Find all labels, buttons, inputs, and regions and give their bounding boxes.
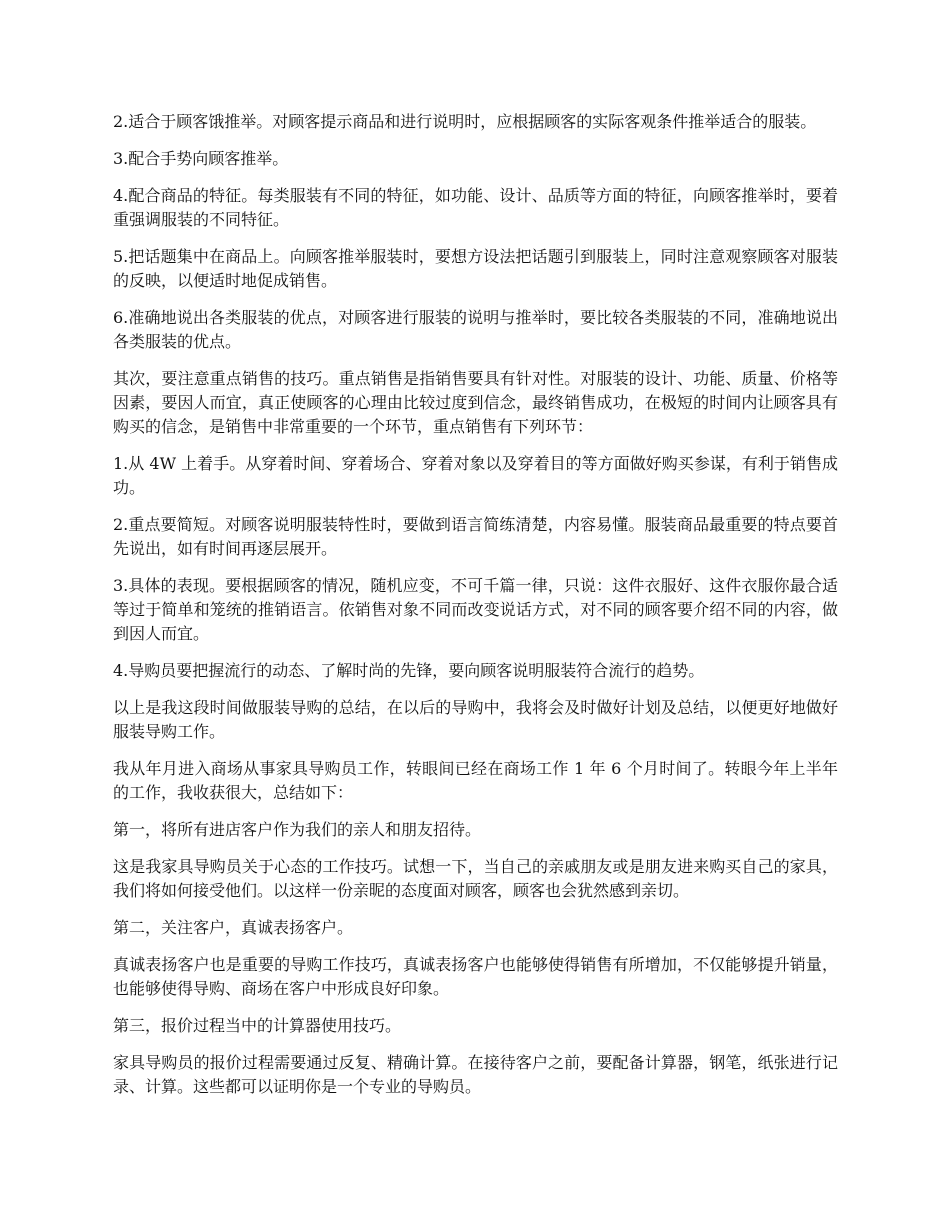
paragraph: 4.导购员要把握流行的动态、了解时尚的先锋，要向顾客说明服装符合流行的趋势。 bbox=[113, 661, 705, 680]
paragraph: 3.具体的表现。要根据顾客的情况，随机应变，不可千篇一律，只说：这件衣服好、这件衣服你最合适等过于简单和笼统的推销语言。依销售对象不同而改变说话方式，对不同的顾客要介绍不同的内容，做到因人而宜。 bbox=[113, 576, 838, 643]
paragraph: 这是我家具导购员关于心态的工作技巧。试想一下，当自己的亲戚朋友或是朋友进来购买自己的家具，我们将如何接受他们。以这样一份亲昵的态度面对顾客，顾客也会犹然感到亲切。 bbox=[113, 857, 838, 900]
paragraph: 3.配合手势向顾客推举。 bbox=[113, 149, 289, 168]
paragraph: 以上是我这段时间做服装导购的总结，在以后的导购中，我将会及时做好计划及总结，以便更好地做好服装导购工作。 bbox=[113, 698, 838, 741]
paragraph: 6.准确地说出各类服装的优点，对顾客进行服装的说明与推举时，要比较各类服装的不同，准确地说出各类服装的优点。 bbox=[113, 308, 838, 351]
paragraph: 4.配合商品的特征。每类服装有不同的特征，如功能、设计、品质等方面的特征，向顾客推举时，要着重强调服装的不同特征。 bbox=[113, 186, 838, 229]
paragraph: 第二，关注客户，真诚表扬客户。 bbox=[113, 918, 354, 937]
paragraph: 我从年月进入商场从事家具导购员工作，转眼间已经在商场工作 1 年 6 个月时间了。转眼今年上半年的工作，我收获很大，总结如下： bbox=[113, 759, 838, 802]
paragraph: 1.从 4W 上着手。从穿着时间、穿着场合、穿着对象以及穿着目的等方面做好购买参谋，有利于销售成功。 bbox=[113, 454, 838, 497]
paragraph: 其次，要注意重点销售的技巧。重点销售是指销售要具有针对性。对服装的设计、功能、质量、价格等因素，要因人而宜，真正使顾客的心理由比较过度到信念，最终销售成功，在极短的时间内让顾客具有购买的信念，是销售中非常重要的一个环节，重点销售有下列环节： bbox=[113, 369, 838, 436]
paragraph: 第一，将所有进店客户作为我们的亲人和朋友招待。 bbox=[113, 820, 482, 839]
paragraph: 5.把话题集中在商品上。向顾客推举服装时，要想方设法把话题引到服装上，同时注意观察顾客对服装的反映，以便适时地促成销售。 bbox=[113, 247, 838, 290]
paragraph: 家具导购员的报价过程需要通过反复、精确计算。在接待客户之前，要配备计算器，钢笔，纸张进行记录、计算。这些都可以证明你是一个专业的导购员。 bbox=[113, 1053, 838, 1096]
paragraph: 真诚表扬客户也是重要的导购工作技巧，真诚表扬客户也能够使得销售有所增加，不仅能够提升销量，也能够使得导购、商场在客户中形成良好印象。 bbox=[113, 955, 838, 998]
paragraph: 第三，报价过程当中的计算器使用技巧。 bbox=[113, 1016, 402, 1035]
document-body bbox=[113, 110, 838, 1112]
paragraph: 2.重点要简短。对顾客说明服装特性时，要做到语言简练清楚，内容易懂。服装商品最重要的特点要首先说出，如有时间再逐层展开。 bbox=[113, 515, 838, 558]
paragraph: 2.适合于顾客饿推举。对顾客提示商品和进行说明时，应根据顾客的实际客观条件推举适合的服装。 bbox=[113, 112, 817, 131]
